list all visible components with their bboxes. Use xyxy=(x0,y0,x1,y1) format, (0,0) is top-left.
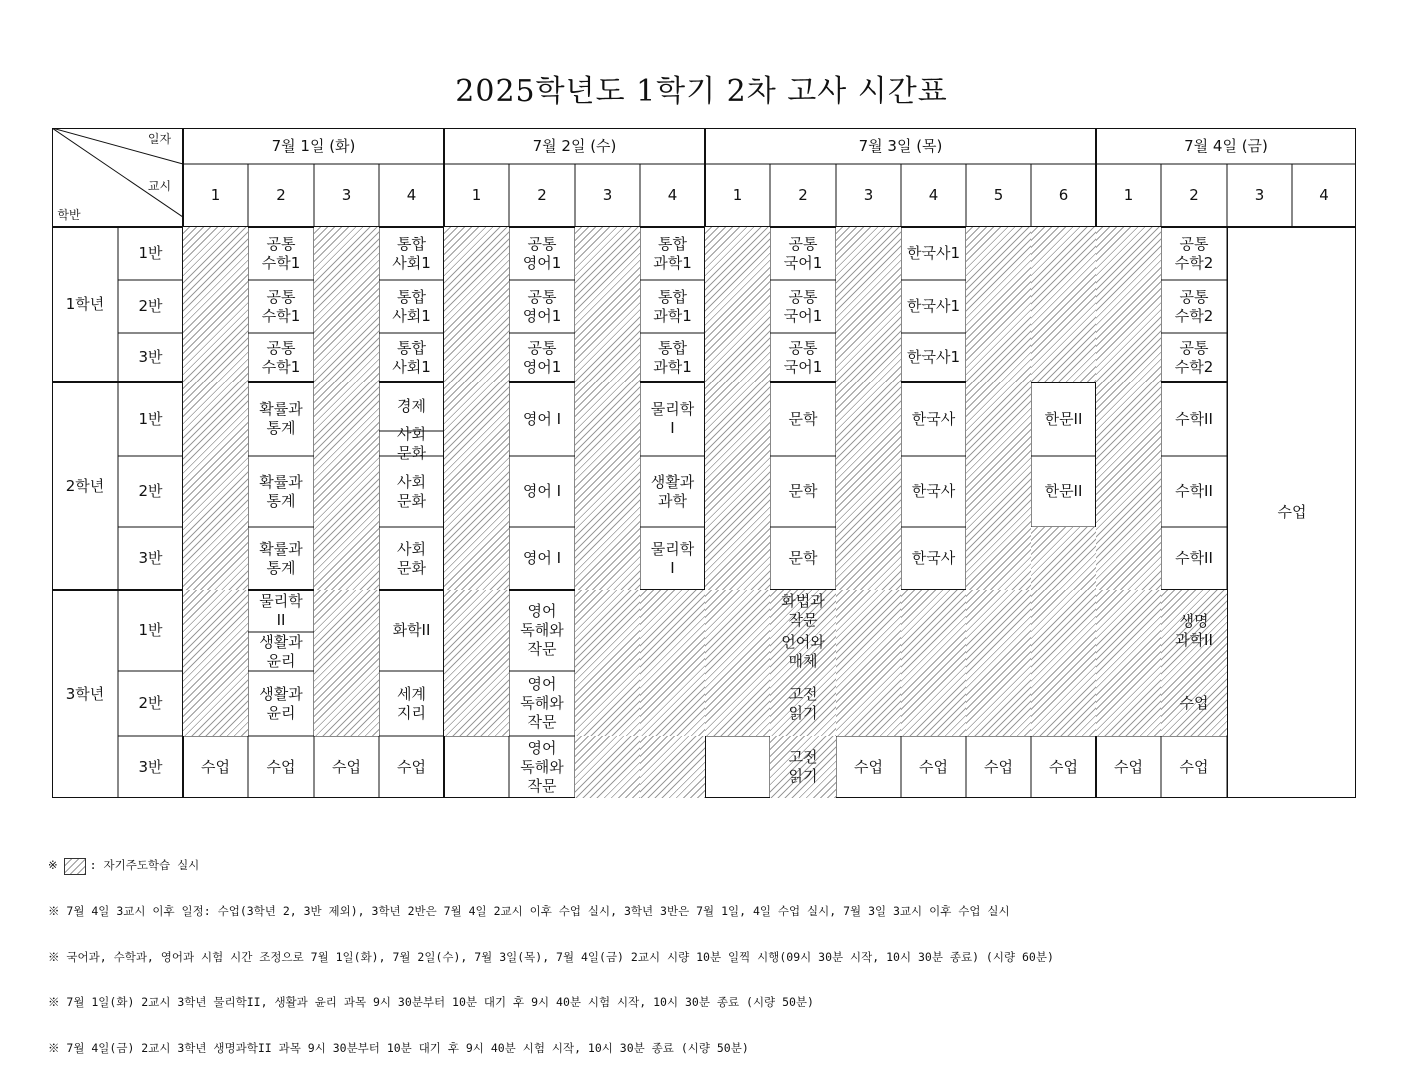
class-cell: 수업 xyxy=(984,757,1013,776)
period-header: 2 xyxy=(798,186,808,204)
exam-subject: 공통 수학1 xyxy=(261,234,301,272)
grade-label: 3학년 xyxy=(65,684,105,703)
legend-note xyxy=(48,858,1054,873)
exam-subject: 고전 읽기 xyxy=(788,748,818,785)
self-study-cell xyxy=(444,382,509,590)
exam-subject: 영어 I xyxy=(522,549,562,567)
exam-subject: 사회 문화 xyxy=(397,472,426,510)
period-header: 2 xyxy=(537,186,547,204)
exam-subject: 물리학 II xyxy=(259,592,303,629)
exam-timetable xyxy=(52,128,1356,798)
period-header: 3 xyxy=(863,186,874,204)
self-study-cell xyxy=(966,227,1031,382)
self-study-cell xyxy=(444,227,509,382)
grade-label: 1학년 xyxy=(65,295,105,313)
period-header: 2 xyxy=(1189,186,1199,204)
exam-subject: 확률과 통계 xyxy=(259,400,303,437)
exam-subject: 확률과 통계 xyxy=(259,472,303,510)
self-study-cell xyxy=(444,590,509,736)
period-header: 1 xyxy=(471,186,482,204)
exam-subject: 공통 영어1 xyxy=(522,287,562,325)
exam-subject: 공통 영어1 xyxy=(522,338,562,376)
self-study-cell xyxy=(575,590,640,736)
exam-subject: 생활과 윤리 xyxy=(259,632,303,670)
exam-subject: 통합 과학1 xyxy=(653,287,692,325)
exam-subject: 공통 국어1 xyxy=(783,338,823,376)
self-study-cell xyxy=(183,382,248,590)
exam-subject: 통합 사회1 xyxy=(392,338,431,376)
exam-subject: 한국사1 xyxy=(906,348,960,366)
class-cell: 수업 xyxy=(332,757,361,776)
exam-subject: 생명 과학II xyxy=(1175,611,1213,649)
exam-subject: 생활과 윤리 xyxy=(259,684,303,722)
exam-subject: 공통 수학1 xyxy=(261,287,301,325)
merged-class-cell: 수업 xyxy=(1227,227,1356,798)
day-header: 7월 4일 (금) xyxy=(1184,136,1268,155)
exam-subject: 통합 사회1 xyxy=(392,234,431,272)
exam-subject: 통합 과학1 xyxy=(653,338,692,376)
note-line: ※ 7월 4일(금) 2교시 3학년 생명과학II 과목 9시 30분부터 10분 대기 후 9시 40분 시험 시작, 10시 30분 종료 (시량 50분) xyxy=(48,1040,749,1055)
self-study-cell xyxy=(183,590,248,736)
self-study-cell xyxy=(705,590,770,736)
exam-subject: 수학II xyxy=(1175,482,1213,500)
self-study-cell xyxy=(1096,227,1161,382)
self-study-cell xyxy=(575,227,640,382)
self-study-cell xyxy=(314,227,379,382)
class-cell: 수업 xyxy=(1179,694,1209,712)
self-study-cell xyxy=(640,736,705,798)
self-study-cell xyxy=(314,590,379,736)
exam-subject: 화학II xyxy=(392,621,431,639)
exam-subject: 문학 xyxy=(788,409,818,428)
exam-subject: 영어 독해와 작문 xyxy=(520,675,564,731)
day-header: 7월 1일 (화) xyxy=(271,136,356,155)
period-header: 1 xyxy=(1123,186,1134,204)
class-label: 2반 xyxy=(138,694,163,712)
exam-subject: 언어와 매체 xyxy=(781,632,825,670)
exam-subject: 문학 xyxy=(788,482,818,500)
corner-class-label: 학반 xyxy=(57,207,81,222)
exam-subject: 확률과 통계 xyxy=(259,539,303,577)
exam-subject: 한국사 xyxy=(911,409,956,428)
period-header: 3 xyxy=(341,186,352,204)
period-header: 4 xyxy=(406,186,417,204)
class-label: 2반 xyxy=(138,482,163,500)
self-study-cell xyxy=(575,736,640,798)
day-header: 7월 2일 (수) xyxy=(532,136,617,155)
class-label: 1반 xyxy=(138,621,163,639)
self-study-cell xyxy=(966,590,1031,736)
self-study-cell xyxy=(1096,590,1161,736)
period-header: 3 xyxy=(602,186,613,204)
notes xyxy=(48,828,1054,1071)
period-header: 2 xyxy=(276,186,286,204)
class-label: 3반 xyxy=(138,549,163,567)
exam-subject: 생활과 과학 xyxy=(650,472,695,510)
exam-subject: 한국사1 xyxy=(906,244,960,262)
class-label: 3반 xyxy=(138,757,163,776)
class-cell: 수업 xyxy=(854,757,883,776)
self-study-cell xyxy=(640,590,705,736)
self-study-cell xyxy=(1031,227,1096,382)
exam-subject: 통합 사회1 xyxy=(392,287,431,325)
period-header: 6 xyxy=(1058,186,1069,204)
period-header: 5 xyxy=(993,186,1004,204)
note-line: ※ 7월 4일 3교시 이후 일정: 수업(3학년 2, 3반 제외), 3학년 2반은 7월 4일 2교시 이후 수업 실시, 3학년 3반은 7월 1일, 4일 수업 실시, 7월 3일 3교시 이후 수업 실시 xyxy=(48,904,1010,918)
note-line: ※ 국어과, 수학과, 영어과 시험 시간 조정으로 7월 1일(화), 7월 2일(수), 7월 3일(목), 7월 4일(금) 2교시 시량 10분 일찍 시행(09시 30분 시작, 10시 30분 종료) (시량 60분) xyxy=(48,949,1054,964)
class-cell: 수업 xyxy=(201,757,230,776)
class-cell: 수업 xyxy=(919,757,948,776)
exam-subject: 한문II xyxy=(1044,482,1083,500)
period-header: 4 xyxy=(667,186,678,204)
exam-subject: 영어 독해와 작문 xyxy=(520,738,564,795)
exam-subject: 사회 문화 xyxy=(397,539,426,577)
corner-date-label: 일자 xyxy=(147,131,172,146)
exam-subject: 수학II xyxy=(1175,549,1213,567)
exam-subject: 영어 I xyxy=(522,409,562,428)
period-header: 1 xyxy=(732,186,743,204)
exam-subject: 경제 xyxy=(397,397,426,415)
self-study-cell xyxy=(836,382,901,590)
class-cell: 수업 xyxy=(1179,757,1209,776)
self-study-cell xyxy=(575,382,640,590)
self-study-cell xyxy=(836,590,901,736)
self-study-cell xyxy=(966,382,1031,590)
day-header: 7월 3일 (목) xyxy=(858,136,943,155)
exam-subject: 공통 국어1 xyxy=(783,287,823,325)
self-study-cell xyxy=(1031,527,1096,590)
grade-label: 2학년 xyxy=(65,476,105,495)
corner-period-label: 교시 xyxy=(147,178,172,193)
page-title: 2025학년도 1학기 2차 고사 시간표 xyxy=(455,74,948,109)
class-cell: 수업 xyxy=(397,757,426,776)
exam-subject: 물리학 I xyxy=(650,539,695,577)
self-study-cell xyxy=(1031,590,1096,736)
exam-subject: 공통 수학1 xyxy=(261,338,301,376)
exam-subject: 화법과 작문 xyxy=(781,592,825,629)
exam-subject: 통합 과학1 xyxy=(653,234,692,272)
exam-subject: 수학II xyxy=(1175,409,1213,428)
self-study-cell xyxy=(836,227,901,382)
self-study-cell xyxy=(705,382,770,590)
period-header: 3 xyxy=(1254,186,1265,204)
note-line: ※ 7월 1일(화) 2교시 3학년 물리학II, 생활과 윤리 과목 9시 30분부터 10분 대기 후 9시 40분 시험 시작, 10시 30분 종료 (시량 50분) xyxy=(48,995,814,1010)
self-study-cell xyxy=(314,382,379,590)
exam-subject: 한국사 xyxy=(911,549,956,567)
class-label: 2반 xyxy=(138,297,163,315)
exam-subject: 물리학 I xyxy=(650,400,695,437)
exam-subject: 공통 수학2 xyxy=(1174,287,1214,325)
exam-subject: 영어 I xyxy=(522,482,562,500)
self-study-cell xyxy=(705,227,770,382)
class-label: 1반 xyxy=(138,244,163,262)
exam-subject: 공통 수학2 xyxy=(1174,234,1214,272)
exam-subject: 한문II xyxy=(1044,409,1083,428)
period-header: 4 xyxy=(1319,186,1329,204)
legend-text: : 자기주도학습 실시 xyxy=(89,858,200,873)
note-mark: ※ xyxy=(48,858,58,873)
period-header: 4 xyxy=(928,186,939,204)
exam-subject: 사회 문화 xyxy=(397,424,426,462)
exam-subject: 한국사 xyxy=(911,482,956,500)
class-cell: 수업 xyxy=(266,757,296,776)
exam-subject: 문학 xyxy=(788,549,818,567)
class-label: 3반 xyxy=(138,348,163,366)
exam-subject: 공통 국어1 xyxy=(783,234,823,272)
class-cell: 수업 xyxy=(1049,757,1078,776)
period-header: 1 xyxy=(210,186,221,204)
class-cell: 수업 xyxy=(1114,757,1143,776)
self-study-cell xyxy=(183,227,248,382)
class-label: 1반 xyxy=(138,409,163,428)
exam-subject: 공통 수학2 xyxy=(1174,338,1214,376)
exam-subject: 영어 독해와 작문 xyxy=(520,602,564,658)
exam-subject: 고전 읽기 xyxy=(788,684,818,722)
self-study-hatch-swatch xyxy=(64,858,86,875)
self-study-cell xyxy=(1096,382,1161,590)
self-study-cell xyxy=(901,590,966,736)
exam-subject: 세계 지리 xyxy=(397,684,426,722)
exam-subject: 한국사1 xyxy=(906,297,960,315)
exam-subject: 공통 영어1 xyxy=(522,234,562,272)
